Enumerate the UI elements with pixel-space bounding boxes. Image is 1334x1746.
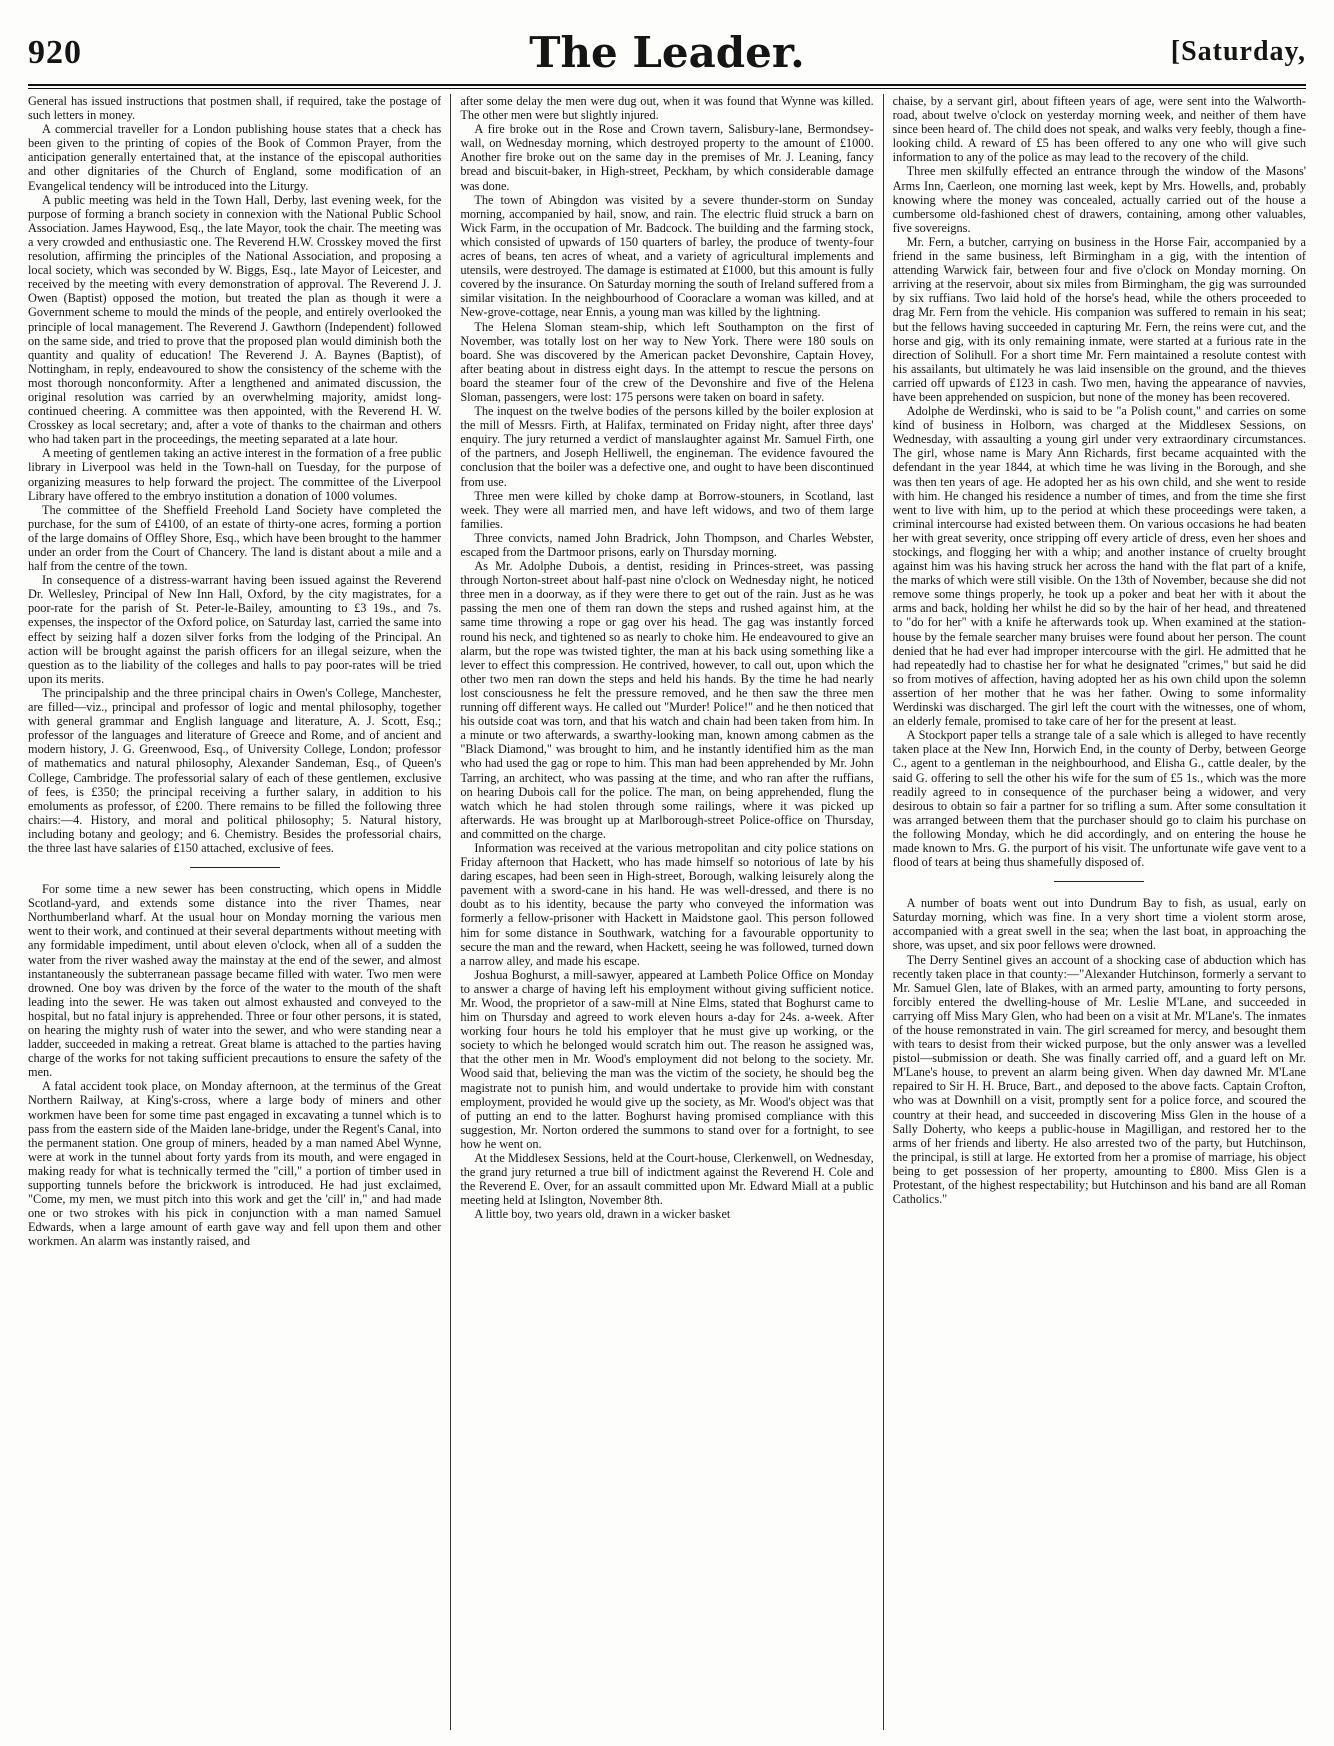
page-number: 920 bbox=[28, 34, 82, 71]
paragraph: General has issued instructions that postmen shall, if required, take the postage of such letters in money. bbox=[28, 94, 442, 123]
newspaper-title: The Leader. bbox=[529, 28, 805, 77]
section-separator bbox=[1054, 881, 1144, 882]
paragraph: Information was received at the various metropolitan and city police stations on Friday afternoon that Hackett, who has made himself so notorious of late by his daring escapes, had been seen in High-street, Borough, walking leisurely along the pavement with a sword-cane in his hand. He was well-dressed, and there is no doubt as to his identity, because the party who conveyed the information was formerly a fellow-prisoner with Hackett in Maidstone gaol. This person followed him for some distance in Southwark, watching for a favourable opportunity to secure the man and the reward, when Hackett, seeing he was followed, turned down a narrow alley, and made his escape. bbox=[460, 840, 874, 968]
section-separator bbox=[190, 867, 280, 868]
paragraph: A Stockport paper tells a strange tale of a sale which is alleged to have recently taken place at the New Inn, Horwich End, in the county of Derby, between George C., agent to a gentleman in the neighbourhood, and Elisha G., cattle dealer, by the said G. offering to sell the other his wife for the sum of £5 1s., which was the more readily agreed to in consequence of the purchaser being a widower, and very desirous to obtain so fair a partner for so trifling a sum. After some consultation it was arranged between them that the purchaser should go to claim his purchase on the following Monday, which he did accordingly, and on entering the house he made known to Mrs. G. the purport of his visit. The unfortunate wife gave vent to a flood of tears at being thus shamefully disposed of. bbox=[892, 728, 1306, 870]
paragraph: chaise, by a servant girl, about fifteen years of age, were sent into the Walworth-road, about twelve o'clock on yesterday morning week, and neither of them have since been heard of. The child does not speak, and walks very feebly, though a fine-looking child. A reward of £5 has been offered to any one who will give such information to any of the police as may lead to the recovery of the child. bbox=[892, 94, 1306, 165]
paragraph: The Derry Sentinel gives an account of a shocking case of abduction which has recently taken place in that county:—"Alexander Hutchinson, formerly a servant to Mr. Samuel Glen, late of Blakes, with an armed party, amounting to forty persons, forcibly entered the dwelling-house of Mr. Leslie M'Lane, and succeeded in carrying off Miss Mary Glen, who had been on a visit at Mr. M'Lane's. The inmates of the house remonstrated in vain. The girl screamed for mercy, and besought them with tears to desist from their wicked purpose, but the only answer was a levelled pistol—submission or death. She was finally carried off, and a guard left on Mr. M'Lane's house, to prevent an alarm being given. When day dawned Mr. M'Lane repaired to Sir H. H. Bruce, Bart., and deposed to the above facts. Captain Crofton, who was at Downhill on a visit, promptly sent for a police force, and scoured the country at their head, and succeeded in discovering Miss Glen in the house of a Sally Doherty, who keeps a public-house in Magilligan, and restored her to the arms of her friends and liberty. He also arrested two of the party, but Hutchinson, the principal, is still at large. He extorted from her a promise of marriage, his object being to get possession of her property, amounting to £800. Miss Glen is a Protestant, of the highest respectability; but Hutchinson and his band are all Roman Catholics." bbox=[892, 952, 1306, 1207]
column-3 bbox=[893, 94, 1306, 1730]
masthead-rule bbox=[28, 84, 1306, 86]
paragraph: A meeting of gentlemen taking an active interest in the formation of a free public library in Liverpool was held in the Town-hall on Tuesday, for the purpose of organizing measures to help forward the project. The committee of the Liverpool Library have offered to the embryo institution a donation of 1000 volumes. bbox=[28, 446, 442, 503]
paragraph: Three men were killed by choke damp at Borrow-stouners, in Scotland, last week. They were all married men, and have left widows, and two of them large families. bbox=[460, 488, 874, 531]
paragraph: The Helena Sloman steam-ship, which left Southampton on the first of November, was totally lost on her way to New York. There were 180 souls on board. She was discovered by the American packet Devonshire, Captain Hovey, after beating about in distress eight days. In the attempt to rescue the persons on board the steamer four of the crew of the Devonshire and five of the Helena Sloman, passengers, were lost: 175 persons were taken on board in safety. bbox=[460, 319, 874, 404]
paragraph: A commercial traveller for a London publishing house states that a check has been given to the printing of copies of the Book of Common Prayer, from the anticipation generally entertained that, at the instance of the episcopal authorities and other dignitaries of the Church of England, some modification of an Evangelical tendency will be introduced into the Liturgy. bbox=[28, 122, 442, 193]
paragraph: For some time a new sewer has been constructing, which opens in Middle Scotland-yard, and extends some distance into the river Thames, near Northumberland wharf. At the usual hour on Monday morning the various men went to their work, and continued at their several departments without meeting with any formidable impediment, until about eleven o'clock, when all of a sudden the water from the river washed away the mainstay at the end of the sewer, and almost instantaneously the subterranean passage became filled with water. Two men were drowned. One boy was driven by the force of the water to the mouth of the shaft leading into the sewer. He was taken out almost exhausted and conveyed to the hospital, but no fatal injury is apprehended. Three or four other persons, it is stated, on hearing the mighty rush of water into the sewer, and who were standing near a ladder, succeeded in making a retreat. Great blame is attached to the parties having charge of the works for not taking sufficient precautions to ensure the safety of the men. bbox=[28, 882, 442, 1080]
paragraph: A fire broke out in the Rose and Crown tavern, Salisbury-lane, Bermondsey-wall, on Wednesday morning, which destroyed property to the amount of £1000. Another fire broke out on the same day in the premises of Mr. J. Leaning, fancy bread and biscuit-baker, in High-street, Peckham, by which considerable damage was done. bbox=[460, 122, 874, 193]
paragraph: In consequence of a distress-warrant having been issued against the Reverend Dr. Wellesley, Principal of New Inn Hall, Oxford, by the city magistrates, for a poor-rate for the parish of St. Peter-le-Bailey, amounting to £3 19s., and 7s. expenses, the inspector of the Oxford police, on Saturday last, carried the same into effect by seizing half a dozen silver forks from the lodging of the Principal. An action will be brought against the parish officers for an illegal seizure, when the question as to the liability of the colleges and halls to pay poor-rates will be tried upon its merits. bbox=[28, 573, 442, 686]
paragraph: The principalship and the three principal chairs in Owen's College, Manchester, are filled—viz., principal and professor of logic and mental philosophy, together with general grammar and English language and literature, A. J. Scott, Esq.; professor of the languages and literature of Greece and Rome, and of ancient and modern history, J. G. Greenwood, Esq., of University College, London; professor of mathematics and natural philosophy, Alexander Sandeman, Esq., of Queen's College, Cambridge. The professorial salary of each of these gentlemen, exclusive of fees, is £350; the principal receiving a further salary, in addition to his emoluments as professor, of £200. There remains to be filled the following three chairs:—4. History, and moral and political philosophy; 5. Natural history, including botany and geology; and 6. Chemistry. Besides the professorial chairs, the three last have salaries of £150 attached, exclusive of fees. bbox=[28, 685, 442, 855]
column-divider bbox=[450, 94, 451, 1730]
column-1 bbox=[28, 94, 441, 1730]
paragraph: Three convicts, named John Bradrick, John Thompson, and Charles Webster, escaped from the Dartmoor prisons, early on Thursday morning. bbox=[460, 530, 874, 559]
paragraph: Three men skilfully effected an entrance through the window of the Masons' Arms Inn, Caerleon, one morning last week, kept by Mrs. Howells, and, probably knowing where the money was concealed, actually carried out of the house a cumbersome old-fashioned chest of drawers, containing, among other valuables, five sovereigns. bbox=[892, 164, 1306, 235]
masthead bbox=[28, 20, 1306, 82]
paragraph: At the Middlesex Sessions, held at the Court-house, Clerkenwell, on Wednesday, the grand jury returned a true bill of indictment against the Reverend H. Cole and the Reverend E. Over, for an assault committed upon Mr. Edward Miall at a public meeting held at Islington, November 8th. bbox=[460, 1151, 874, 1208]
paragraph: Joshua Boghurst, a mill-sawyer, appeared at Lambeth Police Office on Monday to answer a charge of having left his employment without giving sufficient notice. Mr. Wood, the proprietor of a saw-mill at Nine Elms, stated that Boghurst came to him on Thursday and agreed to work eleven hours a-day for 24s. a-week. After working four hours he told his employer that he must give up working, or the society to which he belonged would scratch him out. The reason he assigned was, that the other men in Mr. Wood's employment did not belong to the society. Mr. Wood said that, believing the man was the victim of the society, he should beg the magistrate not to punish him, and would undertake to provide him with constant employment, provided he would give up the society, as Mr. Wood's object was that of putting an end to the latter. Boghurst having promised compliance with this suggestion, Mr. Norton ordered the summons to stand over for a fortnight, to see how he went on. bbox=[460, 967, 874, 1151]
column-divider bbox=[883, 94, 884, 1730]
paragraph: Mr. Fern, a butcher, carrying on business in the Horse Fair, accompanied by a friend in the same business, left Birmingham in a gig, with the intention of attending Warwick fair, between four and five o'clock on Monday morning. On arriving at the reservoir, about six miles from Birmingham, the gig was surrounded by six ruffians. Two laid hold of the horse's head, while the others proceeded to drag Mr. Fern from the vehicle. His companion was suffered to remain in his seat; but the fellows having succeeded in capturing Mr. Fern, the reins were cut, and the horse and gig, with its only remaining inmate, were started at a furious rate in the direction of Solihull. For a short time Mr. Fern maintained a resolute contest with his assailants, but ultimately he was laid insensible on the ground, and the thieves carried off upwards of £123 in cash. Two men, having the appearance of navvies, have been apprehended on suspicion, but none of the money has been recovered. bbox=[892, 234, 1306, 404]
article-columns bbox=[28, 94, 1306, 1730]
column-2 bbox=[460, 94, 873, 1730]
masthead-day: [Saturday, bbox=[1170, 36, 1306, 67]
newspaper-page bbox=[28, 20, 1306, 1730]
paragraph: As Mr. Adolphe Dubois, a dentist, residing in Princes-street, was passing through Norton-street about half-past nine o'clock on Wednesday night, he noticed three men in a doorway, as if they were there to get out of the rain. Just as he was passing the men one of them ran down the steps and rushed against him, at the same time throwing a rope or gag over his head. The gag was instantly forced round his neck, and tightened so as nearly to choke him. He endeavoured to give an alarm, but the rope was twisted tighter, the man at his back using something like a lever to effect this compression. He contrived, however, to call out, upon which the other two men ran down the steps and held his hands. By the time he had nearly lost consciousness he felt the pressure removed, and he then saw the three men running off different ways. He called out "Murder! Police!" and he then noticed that his outside coat was torn, and that his watch and chain had been taken from him. In a minute or two afterwards, a swarthy-looking man, known among cabmen as the "Black Diamond," was brought to him, and he instantly identified him as the man who had used the gag or rope to him. This man had been apprehended by Mr. John Tarring, an architect, who was passing at the time, and who ran after the ruffians, on hearing Dubois call for the police. The man, on being apprehended, flung the watch which he had stolen through some railings, where it was picked up afterwards. He was brought up at Marlborough-street Police-office on Thursday, and committed on the charge. bbox=[460, 559, 874, 841]
paragraph: The town of Abingdon was visited by a severe thunder-storm on Sunday morning, accompanied by hail, snow, and rain. The electric fluid struck a barn on Wick Farm, in the occupation of Mr. Badcock. The building and the farming stock, which consisted of upwards of 150 quarters of barley, the produce of twenty-four acres of beans, ten acres of wheat, and a variety of agricultural implements and utensils, were destroyed. The damage is estimated at £1000, but this amount is fully covered by the insurance. On Saturday morning the south of Ireland suffered from a similar visitation. In the neighbourhood of Cooraclare a woman was killed, and at New-grove-cottage, near Ennis, a young man was killed by the lightning. bbox=[460, 192, 874, 320]
paragraph: The committee of the Sheffield Freehold Land Society have completed the purchase, for the sum of £4100, of an estate of thirty-one acres, forming a portion of the large domains of Offley Shore, Esq., which have been brought to the hammer under an order from the Court of Chancery. The land is distant about a mile and a half from the centre of the town. bbox=[28, 502, 442, 574]
paragraph: The inquest on the twelve bodies of the persons killed by the boiler explosion at the mill of Messrs. Firth, at Halifax, terminated on Friday night, after three days' enquiry. The jury returned a verdict of manslaughter against Mr. Samuel Firth, one of the partners, and Joseph Helliwell, the engineman. The evidence favoured the conclusion that the boiler was a defective one, and ought to have been discontinued from use. bbox=[460, 404, 874, 489]
paragraph: A fatal accident took place, on Monday afternoon, at the terminus of the Great Northern Railway, at King's-cross, where a large body of miners and other workmen have been for some time past engaged in excavating a tunnel which is to pass from the eastern side of the Maiden lane-bridge, under the Regent's Canal, into the permanent station. One group of miners, headed by a man named Abel Wynne, were at work in the tunnel about forty yards from its mouth, and were engaged in making ready for what is technically termed the "cill," a portion of timber used in supporting tunnels before the brickwork is introduced. He had just exclaimed, "Come, my men, we must pitch into this work and get the 'cill' in," and had made one or two strokes with his pick in conjunction with a man named Samuel Edwards, when a large amount of earth gave way and fell upon them and other workmen. An alarm was instantly raised, and bbox=[28, 1079, 442, 1249]
paragraph: A public meeting was held in the Town Hall, Derby, last evening week, for the purpose of forming a branch society in connexion with the National Public School Association. James Haywood, Esq., the late Mayor, took the chair. The meeting was a very crowded and enthusiastic one. The Reverend H.W. Crosskey moved the first resolution, affirming the principles of the National Association, and proposing a local society, which was seconded by W. Biggs, Esq., late Mayor of Leicester, and received by the meeting with every demonstration of approval. The Reverend J. J. Owen (Baptist) opposed the motion, but treated the plan as though it were a Government scheme to mould the minds of the people, and entirely overlooked the principle of local management. The Reverend J. Gawthorn (Independent) followed on the same side, and tried to prove that the proposed plan would diminish both the quantity and quality of education! The Reverend J. A. Baynes (Baptist), of Nottingham, in reply, endeavoured to show the consistency of the scheme with the most thorough nonconformity. After a lengthened and animated discussion, the original resolution was carried by an overwhelming majority, amidst long-continued cheering. A committee was then appointed, with the Reverend H. W. Crosskey as local secretary; and, after a vote of thanks to the chairman and others who had taken part in the proceedings, the meeting separated at a late hour. bbox=[28, 192, 442, 447]
paragraph: Adolphe de Werdinski, who is said to be "a Polish count," and carries on some kind of business in Holborn, was charged at the Middlesex Sessions, on Wednesday, with assaulting a young girl under very extraordinary circumstances. The girl, whose name is Mary Ann Richards, first became acquainted with the defendant in the year 1844, at which time he was living in the Borough, and she was then ten years of age. He adopted her as his own child, and she went to reside with him. He changed his residence a number of times, and from the time she first went to live with him, up to the period at which these proceedings were taken, a criminal intercourse had existed between them. On various occasions he had beaten her with great severity, once stripping off every article of dress, even her shoes and stockings, and flogging her with a whip; and another instance of cruelty brought against him was his having struck her across the hand with the flat part of a knife, the marks of which were still visible. On the 13th of November, because she did not remove some things properly, he took up a poker and beat her with it about the arms and back, holding her whilst he did so by the hair of her head, and threatened to "do for her" with a knife he afterwards took up. When examined at the station-house by the female searcher many bruises were found about her person. The count denied that he had ever had improper intercourse with the girl. He admitted that he had repeatedly had to chastise her for what he designated "crimes," but said he did so from motives of affection, having adopted her as his own child upon the solemn assertion of her mother that he was her father. Owing to some informality Werdinski was discharged. The girl left the court with the witnesses, one of whom, an elderly female, promised to take care of her for the present at least. bbox=[892, 404, 1306, 729]
paragraph: after some delay the men were dug out, when it was found that Wynne was killed. The other men were but slightly injured. bbox=[460, 94, 874, 123]
paragraph: A little boy, two years old, drawn in a wicker basket bbox=[474, 1207, 731, 1222]
masthead-rule-thin bbox=[28, 88, 1306, 89]
paragraph: A number of boats went out into Dundrum Bay to fish, as usual, early on Saturday morning, which was fine. In a very short time a violent storm arose, accompanied with a great swell in the sea; when the last boat, in approaching the shore, was upset, and six poor fellows were drowned. bbox=[892, 896, 1306, 953]
